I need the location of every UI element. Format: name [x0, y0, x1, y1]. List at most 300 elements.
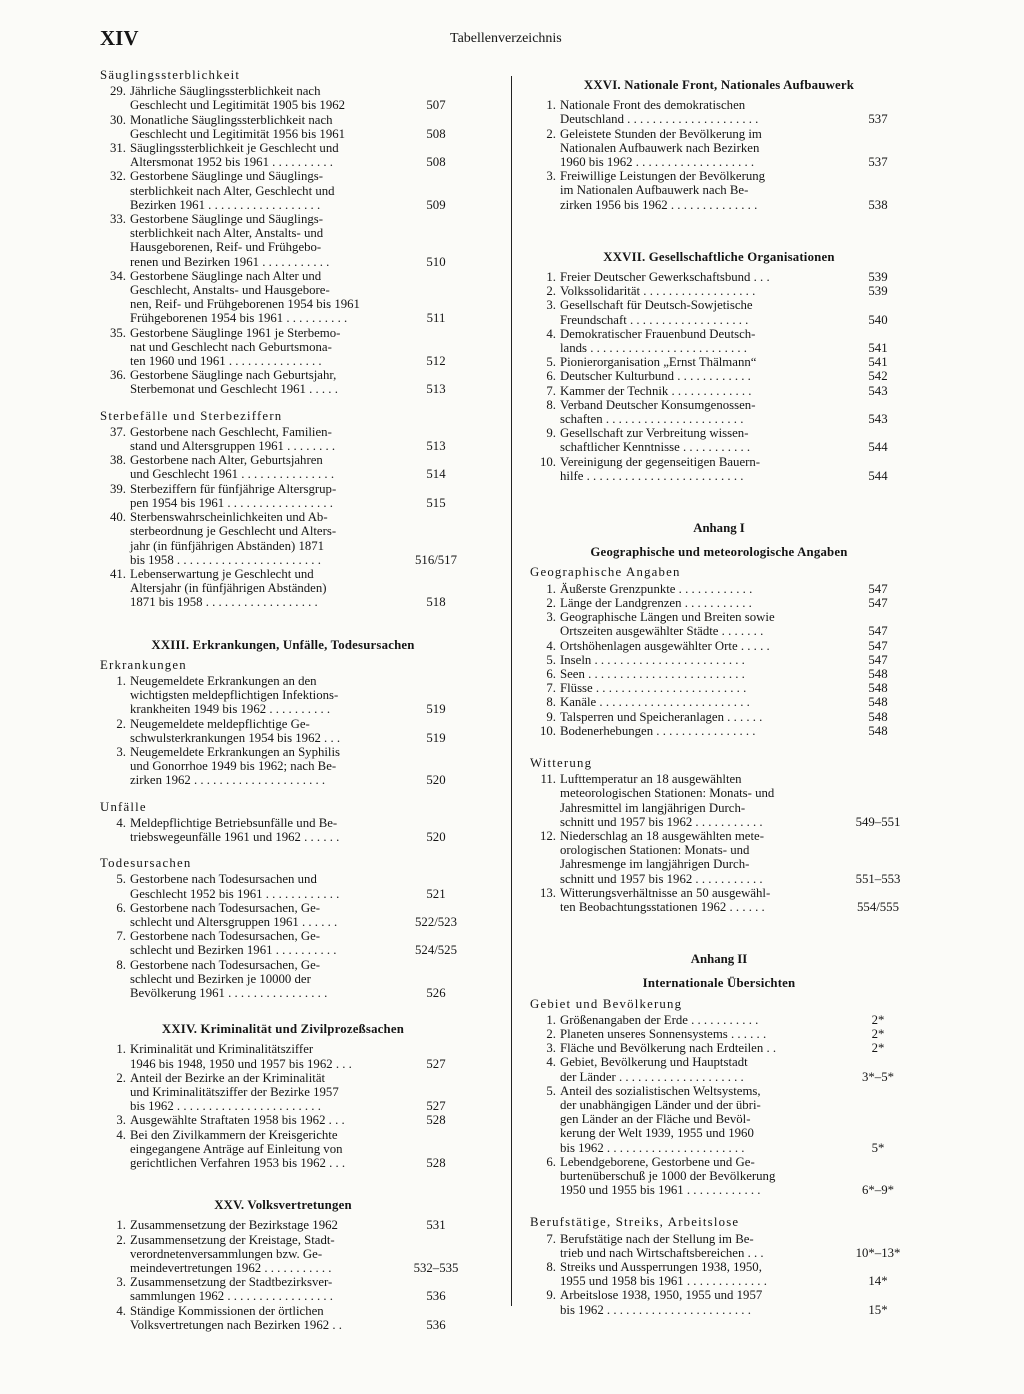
- subsection-heading: Unfälle: [100, 799, 147, 814]
- spacer: [100, 610, 466, 628]
- entry-title-line: Lebenserwartung je Geschlecht und: [130, 566, 314, 581]
- entry-title-line: Ausgewählte Straftaten 1958 bis 1962 . . .: [130, 1113, 345, 1128]
- page-reference: 537: [868, 155, 888, 170]
- toc-entry: [530, 398, 908, 426]
- toc-entry: [530, 1288, 908, 1316]
- page-reference: 15*: [868, 1302, 888, 1317]
- entry-title-line: meteorologischen Stationen: Monats- und: [560, 786, 775, 801]
- page-reference: 3*–5*: [862, 1069, 894, 1084]
- entry-number: 3.: [546, 298, 556, 313]
- entry-title-line: Bei den Zivilkammern der Kreisgerichte: [130, 1127, 338, 1142]
- entry-title-line: Zusammensetzung der Bezirkstage 1962: [130, 1218, 338, 1233]
- entry-title-line: Deutscher Kulturbund . . . . . . . . . . . .: [560, 369, 751, 384]
- right-column: [530, 68, 908, 1317]
- entry-title-line: zirken 1962 . . . . . . . . . . . . . . . . . . . . .: [130, 773, 326, 788]
- entry-number: 6.: [546, 1154, 556, 1169]
- page-reference: 532–535: [413, 1261, 459, 1276]
- page-reference: 514: [426, 467, 446, 482]
- toc-entry: [530, 1055, 908, 1083]
- toc-entry: [100, 269, 466, 326]
- toc-entry: [530, 724, 908, 738]
- page-reference: 510: [426, 254, 446, 269]
- toc-entry: [530, 582, 908, 596]
- page-reference: 14*: [868, 1274, 888, 1289]
- entry-title-line: gerichtlichen Verfahren 1953 bis 1962 . . .: [130, 1156, 346, 1171]
- toc-entry: [100, 1218, 466, 1232]
- entry-number: 2.: [546, 284, 556, 299]
- entry-title-line: 1950 und 1955 bis 1961 . . . . . . . . . . . .: [560, 1183, 761, 1198]
- toc-entry: [530, 298, 908, 326]
- entry-title-line: gen Länder an der Fläche und Bevöl-: [560, 1112, 751, 1127]
- page-reference: 10*–13*: [855, 1245, 901, 1260]
- subsection-heading: Witterung: [530, 755, 593, 770]
- entry-title-line: Kriminalität und Kriminalitätsziffer: [130, 1042, 314, 1057]
- entry-title-line: Pionierorganisation „Ernst Thälmann“: [560, 355, 757, 370]
- entry-title-line: Gestorbene nach Todesursachen, Ge-: [130, 929, 321, 944]
- entry-title-line: Gestorbene nach Todesursachen, Ge-: [130, 900, 321, 915]
- entry-title-line: Gestorbene nach Geschlecht, Familien-: [130, 424, 332, 439]
- entry-title-line: Bezirken 1961 . . . . . . . . . . . . . . . . . .: [130, 197, 321, 212]
- page-reference: 2*: [871, 1026, 885, 1041]
- page-reference: 508: [426, 126, 446, 141]
- entry-number: 1.: [546, 98, 556, 113]
- column-divider: [511, 76, 512, 1306]
- entry-title-line: 1955 und 1958 bis 1961 . . . . . . . . . . . . .: [560, 1274, 767, 1289]
- page-reference: 2*: [871, 1041, 885, 1056]
- page-reference: 539: [868, 284, 888, 299]
- page-reference: 547: [868, 638, 888, 653]
- toc-entry: [530, 596, 908, 610]
- entry-number: 3.: [546, 610, 556, 625]
- entry-title-line: und Kriminalitätsziffer der Bezirke 1957: [130, 1085, 339, 1099]
- page-reference: 524/525: [415, 943, 457, 958]
- spacer: [530, 738, 908, 756]
- toc-entry: [530, 1260, 908, 1288]
- entry-title-line: Streiks und Aussperrungen 1938, 1950,: [560, 1260, 762, 1275]
- page-reference: 509: [426, 197, 446, 212]
- entry-title-line: Zusammensetzung der Stadtbezirksver-: [130, 1275, 333, 1290]
- entry-title-line: Niederschlag an 18 ausgewählten mete-: [560, 828, 764, 843]
- entry-title-line: zirken 1956 bis 1962 . . . . . . . . . . . . . .: [560, 197, 758, 212]
- entry-title-line: Gesellschaft für Deutsch-Sowjetische: [560, 298, 753, 313]
- entry-title-line: Gebiet, Bevölkerung und Hauptstadt: [560, 1055, 748, 1070]
- entry-title-line: Geschlecht und Legitimität 1905 bis 1962: [130, 98, 346, 113]
- entry-title-line: Fläche und Bevölkerung nach Erdteilen . .: [560, 1041, 777, 1056]
- entry-title-line: sterblichkeit nach Alter, Geschlecht und: [130, 183, 335, 198]
- toc-entry: [100, 453, 466, 481]
- page-reference: 507: [426, 98, 446, 113]
- entry-title-line: 1960 bis 1962 . . . . . . . . . . . . . . . . . . .: [560, 155, 755, 170]
- entry-number: 39.: [110, 481, 126, 496]
- entry-title-line: Jahresmittel im langjährigen Durch-: [560, 800, 746, 815]
- entry-title-line: schwulsterkrankungen 1954 bis 1962 . . .: [130, 730, 341, 745]
- entry-title-line: ten Beobachtungsstationen 1962 . . . . . .: [560, 899, 765, 914]
- entry-title-line: Inseln . . . . . . . . . . . . . . . . . . . . . . . .: [560, 652, 745, 667]
- entry-number: 6.: [546, 666, 556, 681]
- entry-number: 7.: [546, 1231, 556, 1246]
- page-reference: 518: [426, 595, 446, 610]
- entry-title-line: Arbeitslose 1938, 1950, 1955 und 1957: [560, 1288, 763, 1303]
- entry-title-line: burtenüberschuß je 1000 der Bevölkerung: [560, 1169, 776, 1183]
- page-reference: 515: [426, 495, 446, 510]
- page-reference: 508: [426, 155, 446, 170]
- entry-title-line: Volkssolidarität . . . . . . . . . . . . . . . . . .: [560, 284, 756, 299]
- toc-entry: [100, 1275, 466, 1303]
- entry-title-line: Geleistete Stunden der Bevölkerung im: [560, 126, 762, 141]
- entry-title-line: ten 1960 und 1961 . . . . . . . . . . . . . . .: [130, 354, 322, 369]
- entry-title-line: Jährliche Säuglingssterblichkeit nach: [130, 84, 321, 99]
- toc-entry: [100, 1304, 466, 1332]
- entry-title-line: Gestorbene nach Alter, Geburtsjahren: [130, 453, 323, 468]
- toc-entry: [100, 929, 466, 957]
- entry-title-line: der Länder . . . . . . . . . . . . . . . . . . . .: [560, 1069, 744, 1084]
- entry-title-line: schlecht und Bezirken 1961 . . . . . . . . . .: [130, 943, 337, 958]
- entry-title-line: Altersjahr (in fünfjährigen Abständen): [130, 581, 327, 596]
- subsection-heading: Gebiet und Bevölkerung: [530, 996, 683, 1011]
- page-reference: 528: [426, 1156, 446, 1171]
- toc-entry: [100, 212, 466, 269]
- entry-title-line: Freiwillige Leistungen der Bevölkerung: [560, 169, 766, 184]
- entry-title-line: Altersmonat 1952 bis 1961 . . . . . . . . . .: [130, 155, 333, 170]
- entry-number: 1.: [546, 1012, 556, 1027]
- entry-title-line: orologischen Stationen: Monats- und: [560, 843, 750, 858]
- toc-entry: [100, 1071, 466, 1114]
- entry-number: 3.: [546, 1041, 556, 1056]
- toc-entry: [530, 610, 908, 638]
- entry-title-line: Äußerste Grenzpunkte . . . . . . . . . . . .: [560, 581, 753, 596]
- toc-entry: [530, 667, 908, 681]
- entry-title-line: Säuglingssterblichkeit je Geschlecht und: [130, 141, 339, 156]
- entry-number: 4.: [546, 326, 556, 341]
- entry-title-line: Gestorbene Säuglinge 1961 je Sterbemo-: [130, 325, 341, 340]
- spacer: [530, 1197, 908, 1215]
- page-reference: 520: [426, 829, 446, 844]
- toc-entry: [530, 886, 908, 914]
- toc-entry: [100, 1128, 466, 1171]
- subsection-heading: Säuglingssterblichkeit: [100, 68, 241, 82]
- section-heading: XXVI. Nationale Front, Nationales Aufbauwerk: [583, 78, 855, 92]
- entry-title-line: Gestorbene nach Todesursachen und: [130, 872, 317, 887]
- toc-entry: [530, 710, 908, 724]
- page-reference: 541: [868, 341, 888, 356]
- entry-title-line: Ortshöhenlagen ausgewählter Orte . . . . .: [560, 638, 770, 653]
- entry-number: 7.: [546, 383, 556, 398]
- entry-title-line: renen und Bezirken 1961 . . . . . . . . . . .: [130, 254, 330, 269]
- section-heading: Internationale Übersichten: [642, 976, 796, 991]
- appendix-heading: Anhang I: [693, 521, 745, 536]
- entry-title-line: 1871 bis 1958 . . . . . . . . . . . . . . . . . .: [130, 595, 318, 610]
- entry-title-line: Gestorbene Säuglinge und Säuglings-: [130, 212, 323, 227]
- entry-title-line: bis 1962 . . . . . . . . . . . . . . . . . . . . . .: [560, 1140, 745, 1155]
- entry-title-line: Flüsse . . . . . . . . . . . . . . . . . . . . . . . .: [560, 681, 747, 696]
- entry-number: 32.: [110, 169, 126, 184]
- entry-title-line: eingegangene Anträge auf Einleitung von: [130, 1141, 343, 1156]
- toc-entry: [100, 717, 466, 745]
- page-reference: 519: [426, 702, 446, 717]
- section-heading: XXIV. Kriminalität und Zivilprozeßsachen: [161, 1022, 405, 1037]
- appendix-heading: Anhang II: [690, 952, 748, 967]
- toc-entry: [530, 327, 908, 355]
- entry-number: 37.: [110, 424, 126, 439]
- toc-entry: [530, 772, 908, 829]
- entry-title-line: krankheiten 1949 bis 1962 . . . . . . . . . .: [130, 702, 331, 717]
- entry-title-line: Freier Deutscher Gewerkschaftsbund . . .: [560, 270, 770, 285]
- entry-number: 11.: [540, 772, 556, 787]
- entry-number: 33.: [110, 212, 126, 227]
- entry-title-line: Geographische Längen und Breiten sowie: [560, 610, 775, 625]
- subsection-heading: Todesursachen: [100, 856, 192, 871]
- entry-title-line: Geschlecht und Legitimität 1956 bis 1961: [130, 126, 346, 141]
- toc-entry: [530, 455, 908, 483]
- entry-title-line: Kammer der Technik . . . . . . . . . . . . .: [560, 383, 752, 398]
- toc-entry: [100, 169, 466, 212]
- toc-entry: [100, 141, 466, 169]
- entry-title-line: Geschlecht 1952 bis 1961 . . . . . . . . . . . .: [130, 886, 340, 901]
- entry-title-line: Deutschland . . . . . . . . . . . . . . . . . . . . .: [560, 112, 759, 127]
- page-reference: 547: [868, 652, 888, 667]
- entry-title-line: Größenangaben der Erde . . . . . . . . . . .: [560, 1012, 759, 1027]
- entry-number: 2.: [116, 716, 126, 731]
- entry-title-line: und Gonorrhoe 1949 bis 1962; nach Be-: [130, 759, 337, 774]
- page-reference: 5*: [871, 1140, 885, 1155]
- entry-title-line: Anteil der Bezirke an der Kriminalität: [130, 1070, 326, 1085]
- toc-entry: [100, 958, 466, 1001]
- entry-number: 4.: [116, 1127, 126, 1142]
- entry-title-line: Neugemeldete meldepflichtige Ge-: [130, 716, 310, 731]
- toc-entry: [530, 369, 908, 383]
- toc-entry: [530, 1041, 908, 1055]
- entry-title-line: nat und Geschlecht nach Geburtsmona-: [130, 339, 332, 354]
- toc-entry: [530, 127, 908, 170]
- entry-number: 3.: [546, 169, 556, 184]
- spacer: [530, 914, 908, 942]
- entry-number: 29.: [110, 84, 126, 99]
- entry-number: 12.: [540, 828, 556, 843]
- toc-entry: [530, 1013, 908, 1027]
- entry-number: 2.: [546, 1026, 556, 1041]
- entry-title-line: bis 1962 . . . . . . . . . . . . . . . . . . . . . . .: [130, 1099, 321, 1114]
- entry-number: 2.: [546, 595, 556, 610]
- entry-number: 3.: [116, 1275, 126, 1290]
- entry-title-line: jahr (in fünfjährigen Abständen) 1871: [130, 538, 325, 553]
- entry-title-line: Verband Deutscher Konsumgenossen-: [560, 397, 756, 412]
- entry-title-line: bis 1962 . . . . . . . . . . . . . . . . . . . . . . .: [560, 1302, 751, 1317]
- toc-entry: [100, 1233, 466, 1276]
- entry-title-line: nen, Reif- und Frühgeborenen 1954 bis 1961: [130, 297, 360, 312]
- entry-number: 8.: [546, 397, 556, 412]
- page-reference: 541: [868, 355, 888, 370]
- page-reference: 513: [426, 439, 446, 454]
- entry-number: 1.: [116, 1042, 126, 1057]
- spacer: [100, 1000, 466, 1012]
- entry-title-line: Bodenerhebungen . . . . . . . . . . . . . . . .: [560, 723, 756, 738]
- spacer: [100, 397, 466, 409]
- entry-title-line: kerung der Welt 1939, 1955 und 1960: [560, 1126, 754, 1141]
- toc-entry: [530, 384, 908, 398]
- page-reference: 543: [868, 412, 888, 427]
- entry-number: 41.: [110, 566, 126, 581]
- subsection-heading: Erkrankungen: [100, 657, 187, 672]
- page-reference: 539: [868, 270, 888, 285]
- entry-number: 1.: [546, 581, 556, 596]
- entry-title-line: Zusammensetzung der Kreistage, Stadt-: [130, 1232, 335, 1247]
- page-reference: 544: [868, 468, 888, 483]
- entry-title-line: lands . . . . . . . . . . . . . . . . . . . . . . . . .: [560, 341, 747, 356]
- running-title: Tabellenverzeichnis: [450, 31, 562, 46]
- entry-title-line: Geschlecht, Anstalts- und Hausgebore-: [130, 283, 330, 298]
- page-reference: 512: [426, 354, 446, 369]
- entry-title-line: schnitt und 1957 bis 1962 . . . . . . . . . . .: [560, 814, 763, 829]
- entry-title-line: Vereinigung der gegenseitigen Bauern-: [560, 454, 761, 469]
- page-reference: 551–553: [855, 871, 901, 886]
- page-reference: 548: [868, 709, 888, 724]
- entry-number: 40.: [110, 510, 126, 525]
- entry-number: 1.: [116, 1218, 126, 1233]
- toc-entry: [100, 84, 466, 112]
- page-reference: 537: [868, 112, 888, 127]
- page-reference: 527: [426, 1056, 446, 1071]
- page-reference: 542: [868, 369, 888, 384]
- toc-entry: [530, 1232, 908, 1260]
- entry-number: 5.: [546, 1083, 556, 1098]
- spacer: [100, 844, 466, 856]
- page-reference: 536: [426, 1317, 446, 1332]
- page-reference: 548: [868, 723, 888, 738]
- entry-title-line: Bevölkerung 1961 . . . . . . . . . . . . . . . .: [130, 985, 328, 1000]
- page-reference: 548: [868, 666, 888, 681]
- entry-number: 38.: [110, 453, 126, 468]
- entry-number: 4.: [546, 1055, 556, 1070]
- entry-title-line: Hausgeborenen, Reif- und Frühgebo-: [130, 240, 322, 255]
- entry-number: 34.: [110, 268, 126, 283]
- entry-title-line: schnitt und 1957 bis 1962 . . . . . . . . . . .: [560, 871, 763, 886]
- page-header: [100, 26, 960, 52]
- entry-title-line: stand und Altersgruppen 1961 . . . . . . . .: [130, 439, 336, 454]
- entry-number: 10.: [540, 723, 556, 738]
- toc-entry: [100, 368, 466, 396]
- page-reference: 522/523: [415, 914, 457, 929]
- spacer: [100, 788, 466, 800]
- toc-entry: [100, 482, 466, 510]
- entry-title-line: und Geschlecht 1961 . . . . . . . . . . . . . . .: [130, 467, 335, 482]
- entry-number: 2.: [116, 1232, 126, 1247]
- entry-title-line: Volksvertretungen nach Bezirken 1962 . .: [130, 1317, 342, 1332]
- entry-number: 4.: [546, 638, 556, 653]
- page-reference: 511: [426, 311, 446, 326]
- toc-entry: [100, 567, 466, 610]
- page-reference: 548: [868, 695, 888, 710]
- entry-number: 5.: [546, 355, 556, 370]
- entry-title-line: schaftlicher Kenntnisse . . . . . . . . . . .: [560, 440, 751, 455]
- section-heading: XXIII. Erkrankungen, Unfälle, Todesursachen: [151, 637, 415, 652]
- entry-number: 7.: [546, 681, 556, 696]
- toc-entry: [100, 326, 466, 369]
- entry-title-line: Monatliche Säuglingssterblichkeit nach: [130, 112, 333, 127]
- entry-title-line: Neugemeldete Erkrankungen an den: [130, 673, 317, 688]
- entry-title-line: triebswegeunfälle 1961 und 1962 . . . . . .: [130, 829, 340, 844]
- entry-number: 8.: [116, 957, 126, 972]
- toc-entry: [100, 745, 466, 788]
- toc-entry: [530, 355, 908, 369]
- page-reference: 536: [426, 1289, 446, 1304]
- entry-number: 30.: [110, 112, 126, 127]
- toc-entry: [100, 1113, 466, 1127]
- toc-entry: [100, 1042, 466, 1070]
- entry-title-line: schlecht und Bezirken je 10000 der: [130, 971, 311, 986]
- page-reference: 521: [426, 886, 446, 901]
- page-reference: 547: [868, 581, 888, 596]
- toc-entry: [530, 426, 908, 454]
- entry-title-line: Lufttemperatur an 18 ausgewählten: [560, 772, 742, 787]
- entry-number: 1.: [546, 270, 556, 285]
- page-reference: 544: [868, 440, 888, 455]
- page-reference: 547: [868, 624, 888, 639]
- entry-title-line: schaften . . . . . . . . . . . . . . . . . . . . . .: [560, 412, 744, 427]
- entry-title-line: Meldepflichtige Betriebsunfälle und Be-: [130, 815, 338, 830]
- page-reference: 528: [426, 1113, 446, 1128]
- section-heading: XXV. Volksvertretungen: [214, 1198, 352, 1213]
- entry-title-line: trieb und nach Wirtschaftsbereichen . . .: [560, 1245, 764, 1260]
- entry-number: 8.: [546, 695, 556, 710]
- entry-number: 6.: [116, 900, 126, 915]
- entry-number: 13.: [540, 885, 556, 900]
- spacer: [530, 483, 908, 511]
- entry-title-line: im Nationalen Aufbauwerk nach Be-: [560, 183, 749, 198]
- entry-title-line: pen 1954 bis 1961 . . . . . . . . . . . . . . . . .: [130, 495, 333, 510]
- toc-entry: [530, 1084, 908, 1155]
- entry-title-line: sammlungen 1962 . . . . . . . . . . . . . . . . .: [130, 1289, 333, 1304]
- entry-title-line: Sterbemonat und Geschlecht 1961 . . . . .: [130, 382, 338, 397]
- entry-title-line: sterblichkeit nach Alter, Anstalts- und: [130, 226, 324, 241]
- entry-number: 1.: [116, 673, 126, 688]
- entry-title-line: Nationale Front des demokratischen: [560, 98, 746, 113]
- toc-entry: [100, 674, 466, 717]
- toc-entry: [100, 816, 466, 844]
- entry-title-line: bis 1958 . . . . . . . . . . . . . . . . . . . . . . .: [130, 552, 321, 567]
- toc-entry: [530, 1027, 908, 1041]
- toc-entry: [530, 98, 908, 126]
- page-reference: 538: [868, 197, 888, 212]
- page-number: XIV: [100, 26, 139, 50]
- entry-number: 6.: [546, 369, 556, 384]
- entry-title-line: Nationalen Aufbauwerk nach Bezirken: [560, 140, 760, 155]
- page-reference: 520: [426, 773, 446, 788]
- page-reference: 549–551: [855, 814, 901, 829]
- entry-title-line: Lebendgeborene, Gestorbene und Ge-: [560, 1154, 755, 1169]
- entry-number: 4.: [116, 1303, 126, 1318]
- entry-number: 2.: [116, 1070, 126, 1085]
- entry-title-line: verordnetenversammlungen bzw. Ge-: [130, 1246, 323, 1261]
- entry-title-line: Gesellschaft zur Verbreitung wissen-: [560, 426, 749, 441]
- toc-entry: [100, 901, 466, 929]
- entry-title-line: Frühgeborenen 1954 bis 1961 . . . . . . . . . .: [130, 311, 348, 326]
- page-reference: 2*: [871, 1012, 885, 1027]
- entry-title-line: Gestorbene Säuglinge nach Geburtsjahr,: [130, 368, 337, 383]
- subsection-heading: Berufstätige, Streiks, Arbeitslose: [530, 1215, 740, 1230]
- entry-number: 7.: [116, 929, 126, 944]
- page-reference: 554/555: [857, 899, 899, 914]
- entry-number: 31.: [110, 141, 126, 156]
- page-reference: 516/517: [415, 552, 457, 567]
- page-reference: 513: [426, 382, 446, 397]
- toc-entry: [530, 695, 908, 709]
- toc-entry: [530, 681, 908, 695]
- page-reference: 519: [426, 730, 446, 745]
- toc-entry: [100, 113, 466, 141]
- page-reference: 6*–9*: [862, 1183, 894, 1198]
- entry-title-line: Witterungsverhältnisse an 50 ausgewähl-: [560, 885, 771, 900]
- entry-title-line: Seen . . . . . . . . . . . . . . . . . . . . . . . . .: [560, 666, 745, 681]
